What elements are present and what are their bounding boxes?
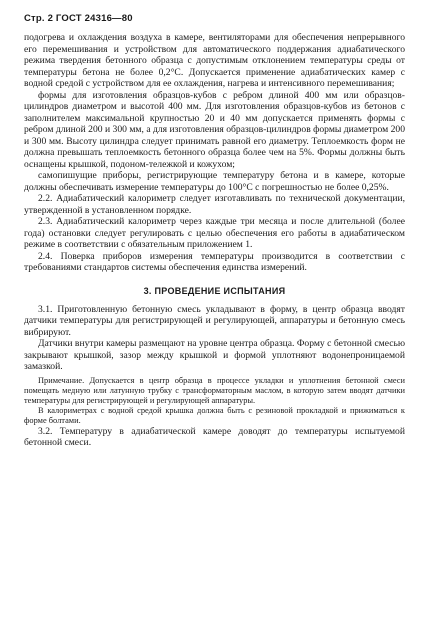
paragraph-forms: формы для изготовления образцов-кубов с ребром длиной 400 мм или образцов-цилиндров диаметром и высотой 400 мм. Для изготовления образцов-кубов из бетонов с заполнителем максимальной крупностью 20 и 40 мм допускается применять формы с ребром длиной 200 и 300 мм, а для изготовления образцов-цилиндров формы диаметром 200 и 300 мм. Высоту цилиндра следует принимать равной его диаметру. Теплоемкость форм не должна превышать теплоемкость бетонного образца более чем на 5%. Формы должны быть оснащены крышкой, подоном-тележкой и кожухом;	[24, 89, 405, 170]
note-paragraph: Примечание. Допускается в центр образца в процессе укладки и уплотнения бетонной смеси помещать медную или латунную трубку с трансформаторным маслом, в которую затем вводят датчики температуры для регистрирующей и регулирующей аппаратуры.	[24, 375, 405, 405]
paragraph-3-1: 3.1. Приготовленную бетонную смесь укладывают в форму, в центр образца вводят датчики температуры для регистрирующей и регулирующей, аппаратуры и бетонную смесь вибрируют.	[24, 303, 405, 338]
paragraph-2-3: 2.3. Адиабатический калориметр через каждые три месяца и после длительной (более года) остановки следует регулировать с целью обеспечения его работы в адиабатическом режиме в соответствии с обязательным приложением 1.	[24, 216, 405, 250]
paragraph-heating: подогрева и охлаждения воздуха в камере, вентиляторами для обеспечения непрерывного его перемешивания и устройством для автоматического поддержания адиабатического режима твердения бетонного образца с допустимым отклонением температуры среды от температуры бетона не более 0,2°С. Допускается применение адиабатических камер с водной средой с устройством для ее охлаждения, нагрева и интенсивного перемешивания;	[24, 32, 405, 89]
paragraph-2-2: 2.2. Адиабатический калориметр следует изготавливать по технической документации, утвержденной в установленном порядке.	[24, 193, 405, 216]
section-heading: 3. ПРОВЕДЕНИЕ ИСПЫТАНИЯ	[143, 285, 286, 296]
paragraph-2-4: 2.4. Поверка приборов измерения температуры производится в соответствии с требованиями стандартов системы обеспечения единства измерений.	[24, 250, 405, 273]
paragraph-3-2: 3.2. Температуру в адиабатической камере доводят до температуры испытуемой бетонной смеси.	[24, 425, 405, 448]
page-header: Стр. 2 ГОСТ 24316—80	[24, 13, 133, 24]
note-water-calorimeter: В калориметрах с водной средой крышка должна быть с резиновой прокладкой и прижиматься к форме болтами.	[24, 405, 405, 425]
paragraph-sensors: Датчики внутри камеры размещают на уровне центра образца. Форму с бетонной смесью закрывают крышкой, зазор между крышкой и формой уплотняют водонепроницаемой замазкой.	[24, 338, 405, 372]
paragraph-recorders: самопишущие приборы, регистрирующие температуру бетона и в камере, которые должны обеспечивать измерение температуры до 100°С с погрешностью не более 0,25%.	[24, 170, 405, 193]
